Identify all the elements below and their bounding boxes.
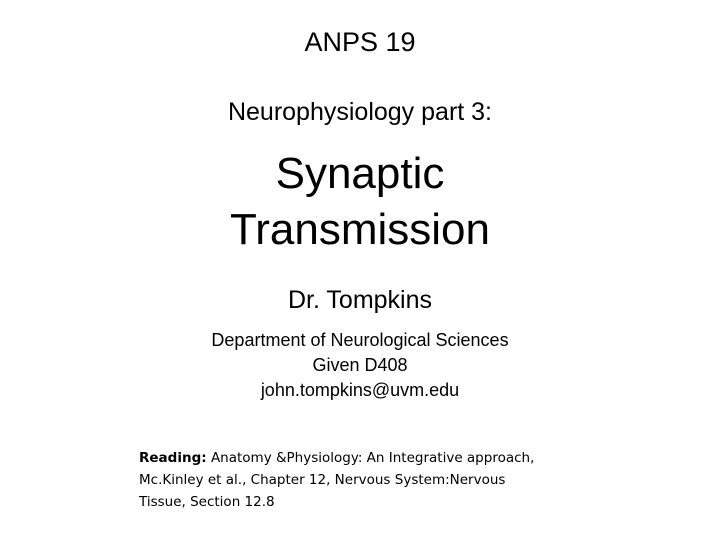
contact-info [0,328,720,403]
office-line: Given D408 [312,355,408,375]
reading-label: Reading: [139,450,207,466]
reading-text-2: Mc.Kinley et al., Chapter 12, Nervous System:Nervous [139,472,506,488]
presenter-name: Dr. Tompkins [287,286,433,314]
reading-note [139,447,579,513]
reading-line-1 [139,447,579,469]
reading-text-1: Anatomy &Physiology: An Integrative approach, [210,450,535,466]
slide-title [0,146,720,258]
department-line: Department of Neurological Sciences [211,330,509,350]
part-heading: Neurophysiology part 3: [227,98,493,126]
reading-text-3: Tissue, Section 12.8 [139,494,275,510]
slide-title-line-1: Synaptic [275,149,445,198]
course-code: ANPS 19 [304,27,416,57]
slide-title-line-2: Transmission [230,205,490,254]
email-line: john.tompkins@uvm.edu [260,380,460,400]
